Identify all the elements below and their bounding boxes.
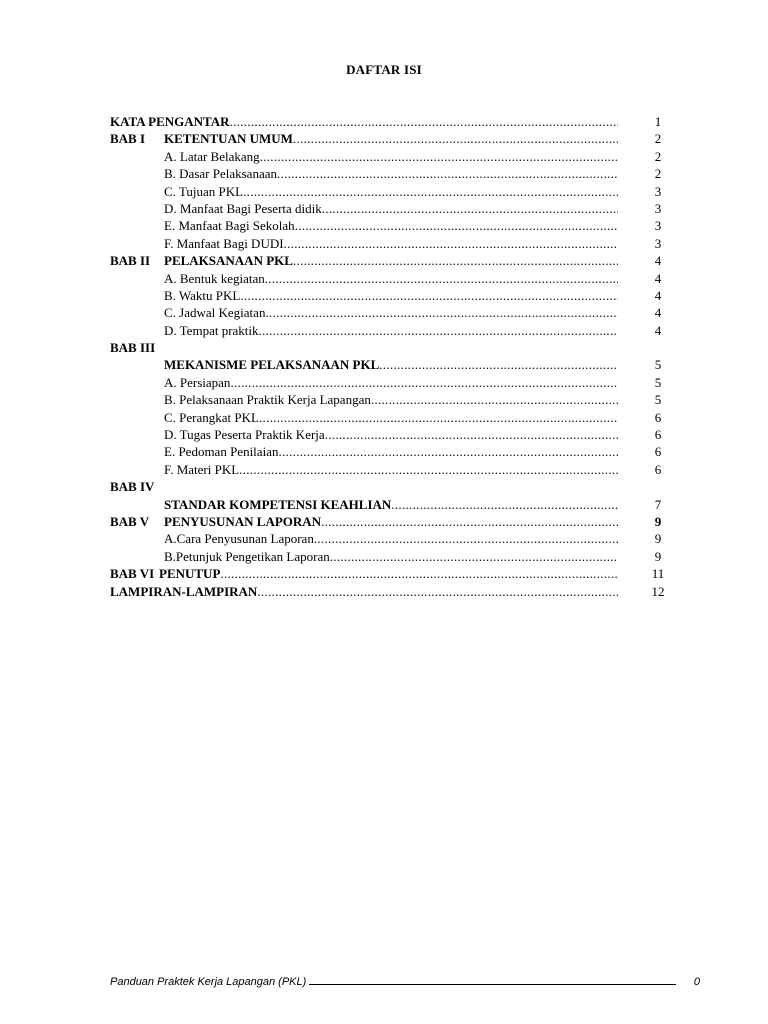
toc-page-number: 2 <box>654 166 662 182</box>
toc-row <box>110 583 670 600</box>
toc-leader-dots <box>379 356 618 373</box>
toc-entry[interactable] <box>164 513 618 530</box>
toc-entry[interactable] <box>164 322 618 339</box>
toc-entry-label: D. Tempat praktik <box>164 322 259 338</box>
toc-page-number: 4 <box>654 253 662 269</box>
toc-entry-label: B. Dasar Pelaksanaan <box>164 166 277 182</box>
toc-leader-dots <box>240 287 618 304</box>
toc-page-number: 7 <box>654 496 662 512</box>
toc-entry-label: C. Perangkat PKL <box>164 409 259 425</box>
toc-leader-dots <box>260 148 618 165</box>
toc-row <box>110 287 670 304</box>
toc-leader-dots <box>330 548 618 565</box>
table-of-contents <box>110 113 670 600</box>
toc-page-number: 3 <box>654 200 662 216</box>
toc-chapter-number: BAB I <box>110 131 146 147</box>
toc-page-number: 4 <box>654 287 662 303</box>
toc-row <box>110 461 670 478</box>
toc-entry-label: STANDAR KOMPETENSI KEAHLIAN <box>164 496 392 512</box>
toc-entry-label: A. Bentuk kegiatan <box>164 270 265 286</box>
toc-entry[interactable] <box>164 130 618 147</box>
footer-rule <box>309 974 676 985</box>
footer-page-number: 0 <box>693 976 700 988</box>
toc-leader-dots <box>230 113 618 130</box>
toc-row <box>110 252 670 269</box>
toc-entry-label: PENYUSUNAN LAPORAN <box>164 513 322 529</box>
toc-leader-dots <box>230 374 618 391</box>
toc-page-number: 9 <box>654 513 662 529</box>
toc-row <box>110 148 670 165</box>
toc-leader-dots <box>277 165 618 182</box>
toc-entry-label: KETENTUAN UMUM <box>164 131 293 147</box>
toc-entry[interactable] <box>164 287 618 304</box>
toc-entry[interactable] <box>164 200 618 217</box>
toc-row <box>110 304 670 321</box>
toc-entry-label: F. Materi PKL <box>164 461 240 477</box>
toc-entry-label: C. Tujuan PKL <box>164 183 244 199</box>
toc-page-number: 4 <box>654 322 662 338</box>
toc-page-number: 9 <box>654 548 662 564</box>
toc-page-number: 2 <box>654 148 662 164</box>
toc-row <box>110 565 670 582</box>
toc-entry-label: B. Pelaksanaan Praktik Kerja Lapangan <box>164 392 371 408</box>
toc-row <box>110 356 670 373</box>
toc-leader-dots <box>325 426 618 443</box>
toc-entry-label: KATA PENGANTAR <box>110 114 230 129</box>
toc-chapter-number: BAB VI <box>110 566 155 582</box>
toc-leader-dots <box>239 461 618 478</box>
toc-page-number: 6 <box>654 444 662 460</box>
toc-row <box>110 496 670 513</box>
toc-entry-label: A. Persiapan <box>164 374 231 390</box>
toc-row <box>110 217 670 234</box>
toc-page-number: 4 <box>654 305 662 321</box>
toc-entry-label: E. Manfaat Bagi Sekolah <box>164 218 295 234</box>
toc-entry[interactable] <box>164 391 618 408</box>
toc-row <box>110 339 670 356</box>
toc-entry-label: PELAKSANAAN PKL <box>164 253 293 269</box>
toc-page-number: 5 <box>654 392 662 408</box>
toc-page-number: 5 <box>654 357 662 373</box>
toc-page-number: 6 <box>654 409 662 425</box>
toc-leader-dots <box>259 409 618 426</box>
toc-page-number: 12 <box>651 583 665 599</box>
toc-entry[interactable] <box>164 548 618 565</box>
toc-row <box>110 391 670 408</box>
toc-row <box>110 548 670 565</box>
toc-entry-label: PENUTUP <box>159 566 221 582</box>
toc-leader-dots <box>257 583 618 600</box>
toc-entry-label: A.Cara Penyusunan Laporan <box>164 531 314 547</box>
toc-row <box>110 374 670 391</box>
toc-leader-dots <box>278 443 618 460</box>
toc-entry[interactable] <box>110 583 618 600</box>
toc-row <box>110 443 670 460</box>
toc-page-number: 3 <box>654 183 662 199</box>
toc-entry[interactable] <box>164 496 618 513</box>
toc-row <box>110 165 670 182</box>
toc-entry[interactable] <box>164 270 618 287</box>
toc-entry-label: E. Pedoman Penilaian <box>164 444 279 460</box>
toc-row <box>110 270 670 287</box>
page-title: DAFTAR ISI <box>346 62 422 77</box>
toc-leader-dots <box>391 496 618 513</box>
toc-entry-label: B. Waktu PKL <box>164 287 241 303</box>
toc-page-number: 6 <box>654 461 662 477</box>
toc-leader-dots <box>371 391 618 408</box>
toc-row <box>110 478 670 495</box>
toc-page-number: 2 <box>654 131 662 147</box>
toc-row <box>110 409 670 426</box>
toc-row <box>110 513 670 530</box>
toc-entry-label: C. Jadwal Kegiatan <box>164 305 266 321</box>
toc-leader-dots <box>265 270 618 287</box>
toc-entry[interactable] <box>164 165 618 182</box>
toc-entry[interactable] <box>164 148 618 165</box>
toc-entry[interactable] <box>164 374 618 391</box>
toc-entry-label: A. Latar Belakang <box>164 148 260 164</box>
toc-row <box>110 183 670 200</box>
toc-leader-dots <box>284 235 618 252</box>
page-footer <box>110 974 700 990</box>
toc-entry[interactable] <box>164 409 618 426</box>
toc-leader-dots <box>265 304 618 321</box>
toc-entry-label: D. Tugas Peserta Praktik Kerja <box>164 427 325 443</box>
toc-leader-dots <box>243 183 618 200</box>
toc-entry[interactable] <box>164 426 618 443</box>
toc-entry[interactable] <box>164 443 618 460</box>
toc-row <box>110 426 670 443</box>
toc-chapter-number: BAB IV <box>110 479 155 495</box>
toc-entry[interactable] <box>164 217 618 234</box>
toc-entry-label: MEKANISME PELAKSANAAN PKL <box>164 357 380 373</box>
toc-entry[interactable] <box>164 183 618 200</box>
toc-leader-dots <box>314 530 618 547</box>
toc-entry[interactable] <box>164 461 618 478</box>
toc-entry[interactable] <box>164 252 618 269</box>
toc-leader-dots <box>295 217 618 234</box>
toc-page-number: 6 <box>654 427 662 443</box>
toc-row <box>110 200 670 217</box>
toc-entry[interactable] <box>159 565 618 582</box>
toc-leader-dots <box>322 200 618 217</box>
toc-page-number: 3 <box>654 235 662 251</box>
toc-entry[interactable] <box>110 113 618 130</box>
toc-entry-label: D. Manfaat Bagi Peserta didik <box>164 200 322 216</box>
toc-row <box>110 322 670 339</box>
toc-leader-dots <box>293 130 618 147</box>
toc-entry[interactable] <box>164 235 618 252</box>
toc-chapter-number: BAB III <box>110 340 156 356</box>
toc-page-number: 3 <box>654 218 662 234</box>
toc-chapter-number: BAB II <box>110 253 151 269</box>
toc-entry[interactable] <box>164 530 618 547</box>
toc-chapter-number: BAB V <box>110 513 150 529</box>
footer-text: Panduan Praktek Kerja Lapangan (PKL) <box>110 976 307 988</box>
toc-leader-dots <box>321 513 618 530</box>
toc-entry-label: B.Petunjuk Pengetikan Laporan <box>164 548 330 564</box>
toc-page-number: 4 <box>654 270 662 286</box>
toc-entry-label: F. Manfaat Bagi DUDI <box>164 235 284 251</box>
toc-entry[interactable] <box>164 356 618 373</box>
toc-page-number: 1 <box>654 114 662 129</box>
toc-leader-dots <box>259 322 618 339</box>
toc-row <box>110 130 670 147</box>
toc-page-number: 11 <box>651 566 665 582</box>
toc-leader-dots <box>293 252 618 269</box>
toc-page-number: 9 <box>654 531 662 547</box>
toc-row <box>110 235 670 252</box>
toc-entry[interactable] <box>164 304 618 321</box>
toc-row <box>110 113 670 130</box>
toc-page-number: 5 <box>654 374 662 390</box>
toc-leader-dots <box>220 565 618 582</box>
toc-entry-label: LAMPIRAN-LAMPIRAN <box>110 583 258 599</box>
toc-row <box>110 530 670 547</box>
